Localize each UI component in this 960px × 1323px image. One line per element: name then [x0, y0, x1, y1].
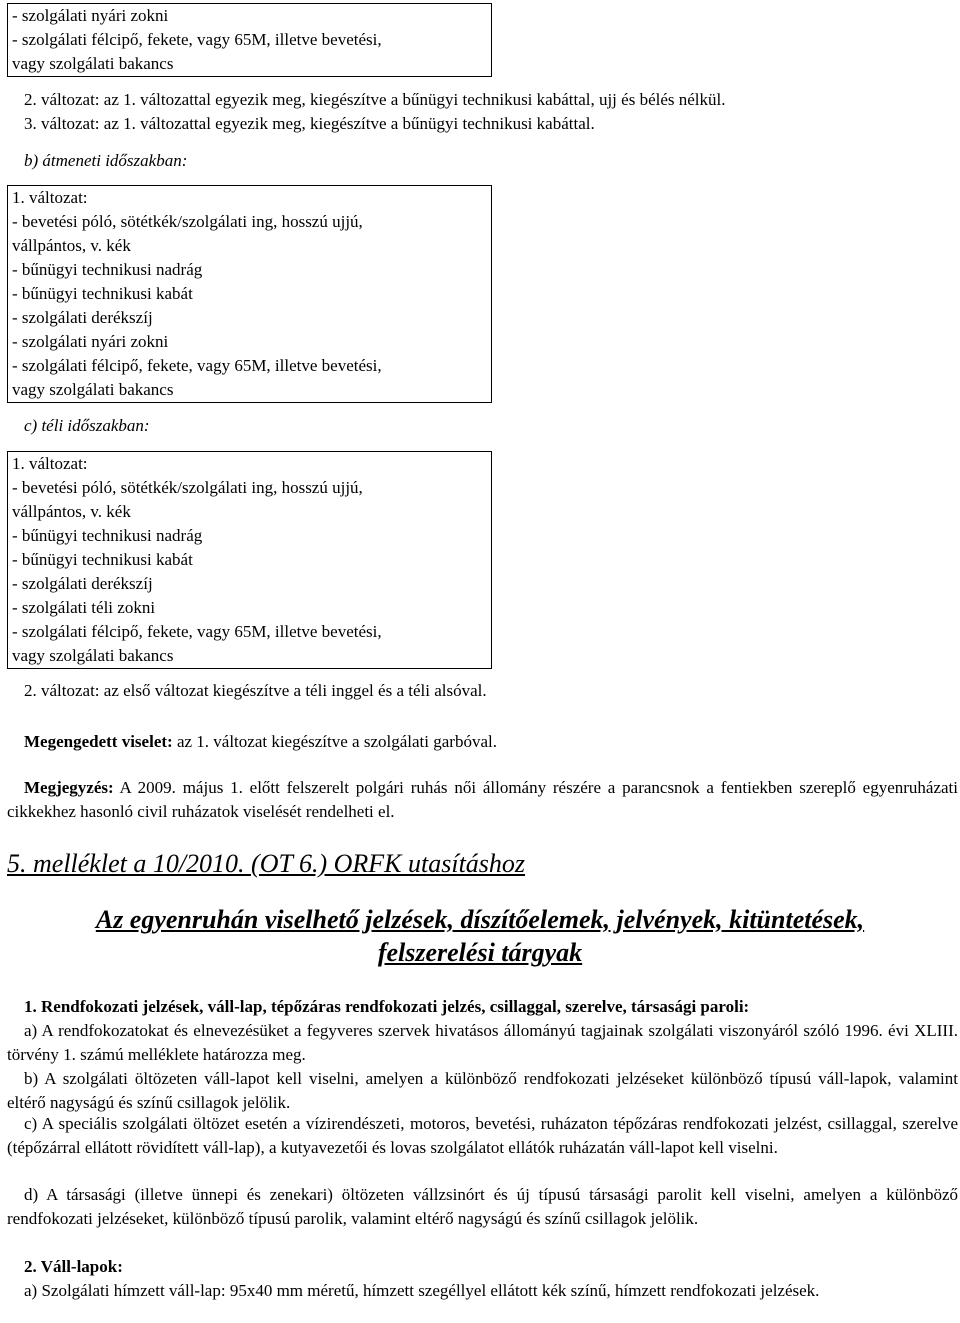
list-line: vagy szolgálati bakancs	[12, 646, 174, 665]
list-line: - szolgálati félcipő, fekete, vagy 65M, illetve bevetési,	[12, 622, 382, 641]
list-line: 1. változat:	[12, 454, 88, 473]
section-2-heading: 2. Váll-lapok:	[24, 1257, 123, 1276]
note-label: Megjegyzés:	[24, 778, 114, 797]
list-line: vagy szolgálati bakancs	[12, 380, 174, 399]
clothing-list-box-2	[7, 185, 492, 403]
section-1-paragraph-b: b) A szolgálati öltözeten váll-lapot kell viselni, amelyen a különböző rendfokozati jelzéseket különböző típusú váll-lapok, valamint eltérő nagyságú és színű csillagok jelölik.	[7, 1069, 958, 1112]
winter-variant-2: 2. változat: az első változat kiegészítve a téli inggel és a téli alsóval.	[24, 681, 487, 700]
section-1-paragraph-a: a) A rendfokozatokat és elnevezésüket a fegyveres szervek hivatásos állományú tagjainak szolgálati viszonyáról szóló 1996. évi XLIII. törvény 1. számú melléklete határozza meg.	[7, 1021, 958, 1064]
list-line: - szolgálati derékszíj	[12, 574, 153, 593]
list-line: - szolgálati derékszíj	[12, 308, 153, 327]
list-line: vállpántos, v. kék	[12, 502, 131, 521]
main-title-line-2: felszerelési tárgyak	[377, 938, 583, 967]
allowed-wear-paragraph	[24, 730, 497, 754]
list-line: - bevetési póló, sötétkék/szolgálati ing, hosszú ujjú,	[12, 212, 363, 231]
list-line: - szolgálati félcipő, fekete, vagy 65M, illetve bevetési,	[12, 356, 382, 375]
summer-variant-2: 2. változat: az 1. változattal egyezik meg, kiegészítve a bűnügyi technikusi kabáttal, ujj és bélés nélkül.	[24, 90, 726, 109]
note-paragraph	[7, 776, 958, 824]
main-title-line-1: Az egyenruhán viselhető jelzések, díszítőelemek, jelvények, kitüntetések,	[95, 905, 865, 934]
summer-variant-3: 3. változat: az 1. változattal egyezik meg, kiegészítve a bűnügyi technikusi kabáttal.	[24, 114, 595, 133]
list-line: - bűnügyi technikusi kabát	[12, 284, 193, 303]
list-line: vagy szolgálati bakancs	[12, 54, 174, 73]
note-text: A 2009. május 1. előtt felszerelt polgári ruhás női állomány részére a parancsnok a fentiekben szereplő egyenruházati cikkekhez hasonló civil ruházatok viselését rendelheti el.	[7, 778, 958, 821]
clothing-list-box-1	[7, 3, 492, 77]
section-1-heading: 1. Rendfokozati jelzések, váll-lap, tépőzáras rendfokozati jelzés, csillaggal, szerelve, társasági paroli:	[24, 997, 750, 1016]
winter-period-heading: c) téli időszakban:	[24, 416, 150, 435]
list-line: 1. változat:	[12, 188, 88, 207]
main-title	[0, 903, 960, 969]
list-line: - szolgálati téli zokni	[12, 598, 156, 617]
annex-title: 5. melléklet a 10/2010. (OT 6.) ORFK utasításhoz	[7, 849, 526, 878]
list-line: - szolgálati nyári zokni	[12, 332, 169, 351]
transition-period-heading: b) átmeneti időszakban:	[24, 151, 188, 170]
list-line: - bűnügyi technikusi nadrág	[12, 260, 203, 279]
list-line: - bevetési póló, sötétkék/szolgálati ing, hosszú ujjú,	[12, 478, 363, 497]
allowed-wear-text: az 1. változat kiegészítve a szolgálati garbóval.	[172, 732, 497, 751]
allowed-wear-label: Megengedett viselet:	[24, 732, 173, 751]
list-line: - szolgálati félcipő, fekete, vagy 65M, illetve bevetési,	[12, 30, 382, 49]
list-line: - szolgálati nyári zokni	[12, 6, 169, 25]
list-line: - bűnügyi technikusi kabát	[12, 550, 193, 569]
clothing-list-box-3	[7, 451, 492, 669]
section-2-paragraph-a: a) Szolgálati hímzett váll-lap: 95x40 mm méretű, hímzett szegéllyel ellátott kék színű, hímzett rendfokozati jelzések.	[24, 1281, 820, 1300]
section-1-paragraph-c: c) A speciális szolgálati öltözet esetén a vízirendészeti, motoros, bevetési, ruházaton tépőzáras rendfokozati jelzést, csillaggal, szerelve (tépőzárral ellátott rövidített váll-lap), a kutyavezetői és lovas szolgálatot ellátók ruházatán váll-lapot kell viselni.	[7, 1114, 958, 1157]
list-line: - bűnügyi technikusi nadrág	[12, 526, 203, 545]
section-1-paragraph-d: d) A társasági (illetve ünnepi és zenekari) öltözeten vállzsinórt és új típusú társasági parolit kell viselni, amelyen a különböző rendfokozati jelzéseket, különböző típusú parolik, valamint eltérő nagyságú és színű csillagok jelölik.	[7, 1185, 958, 1228]
list-line: vállpántos, v. kék	[12, 236, 131, 255]
